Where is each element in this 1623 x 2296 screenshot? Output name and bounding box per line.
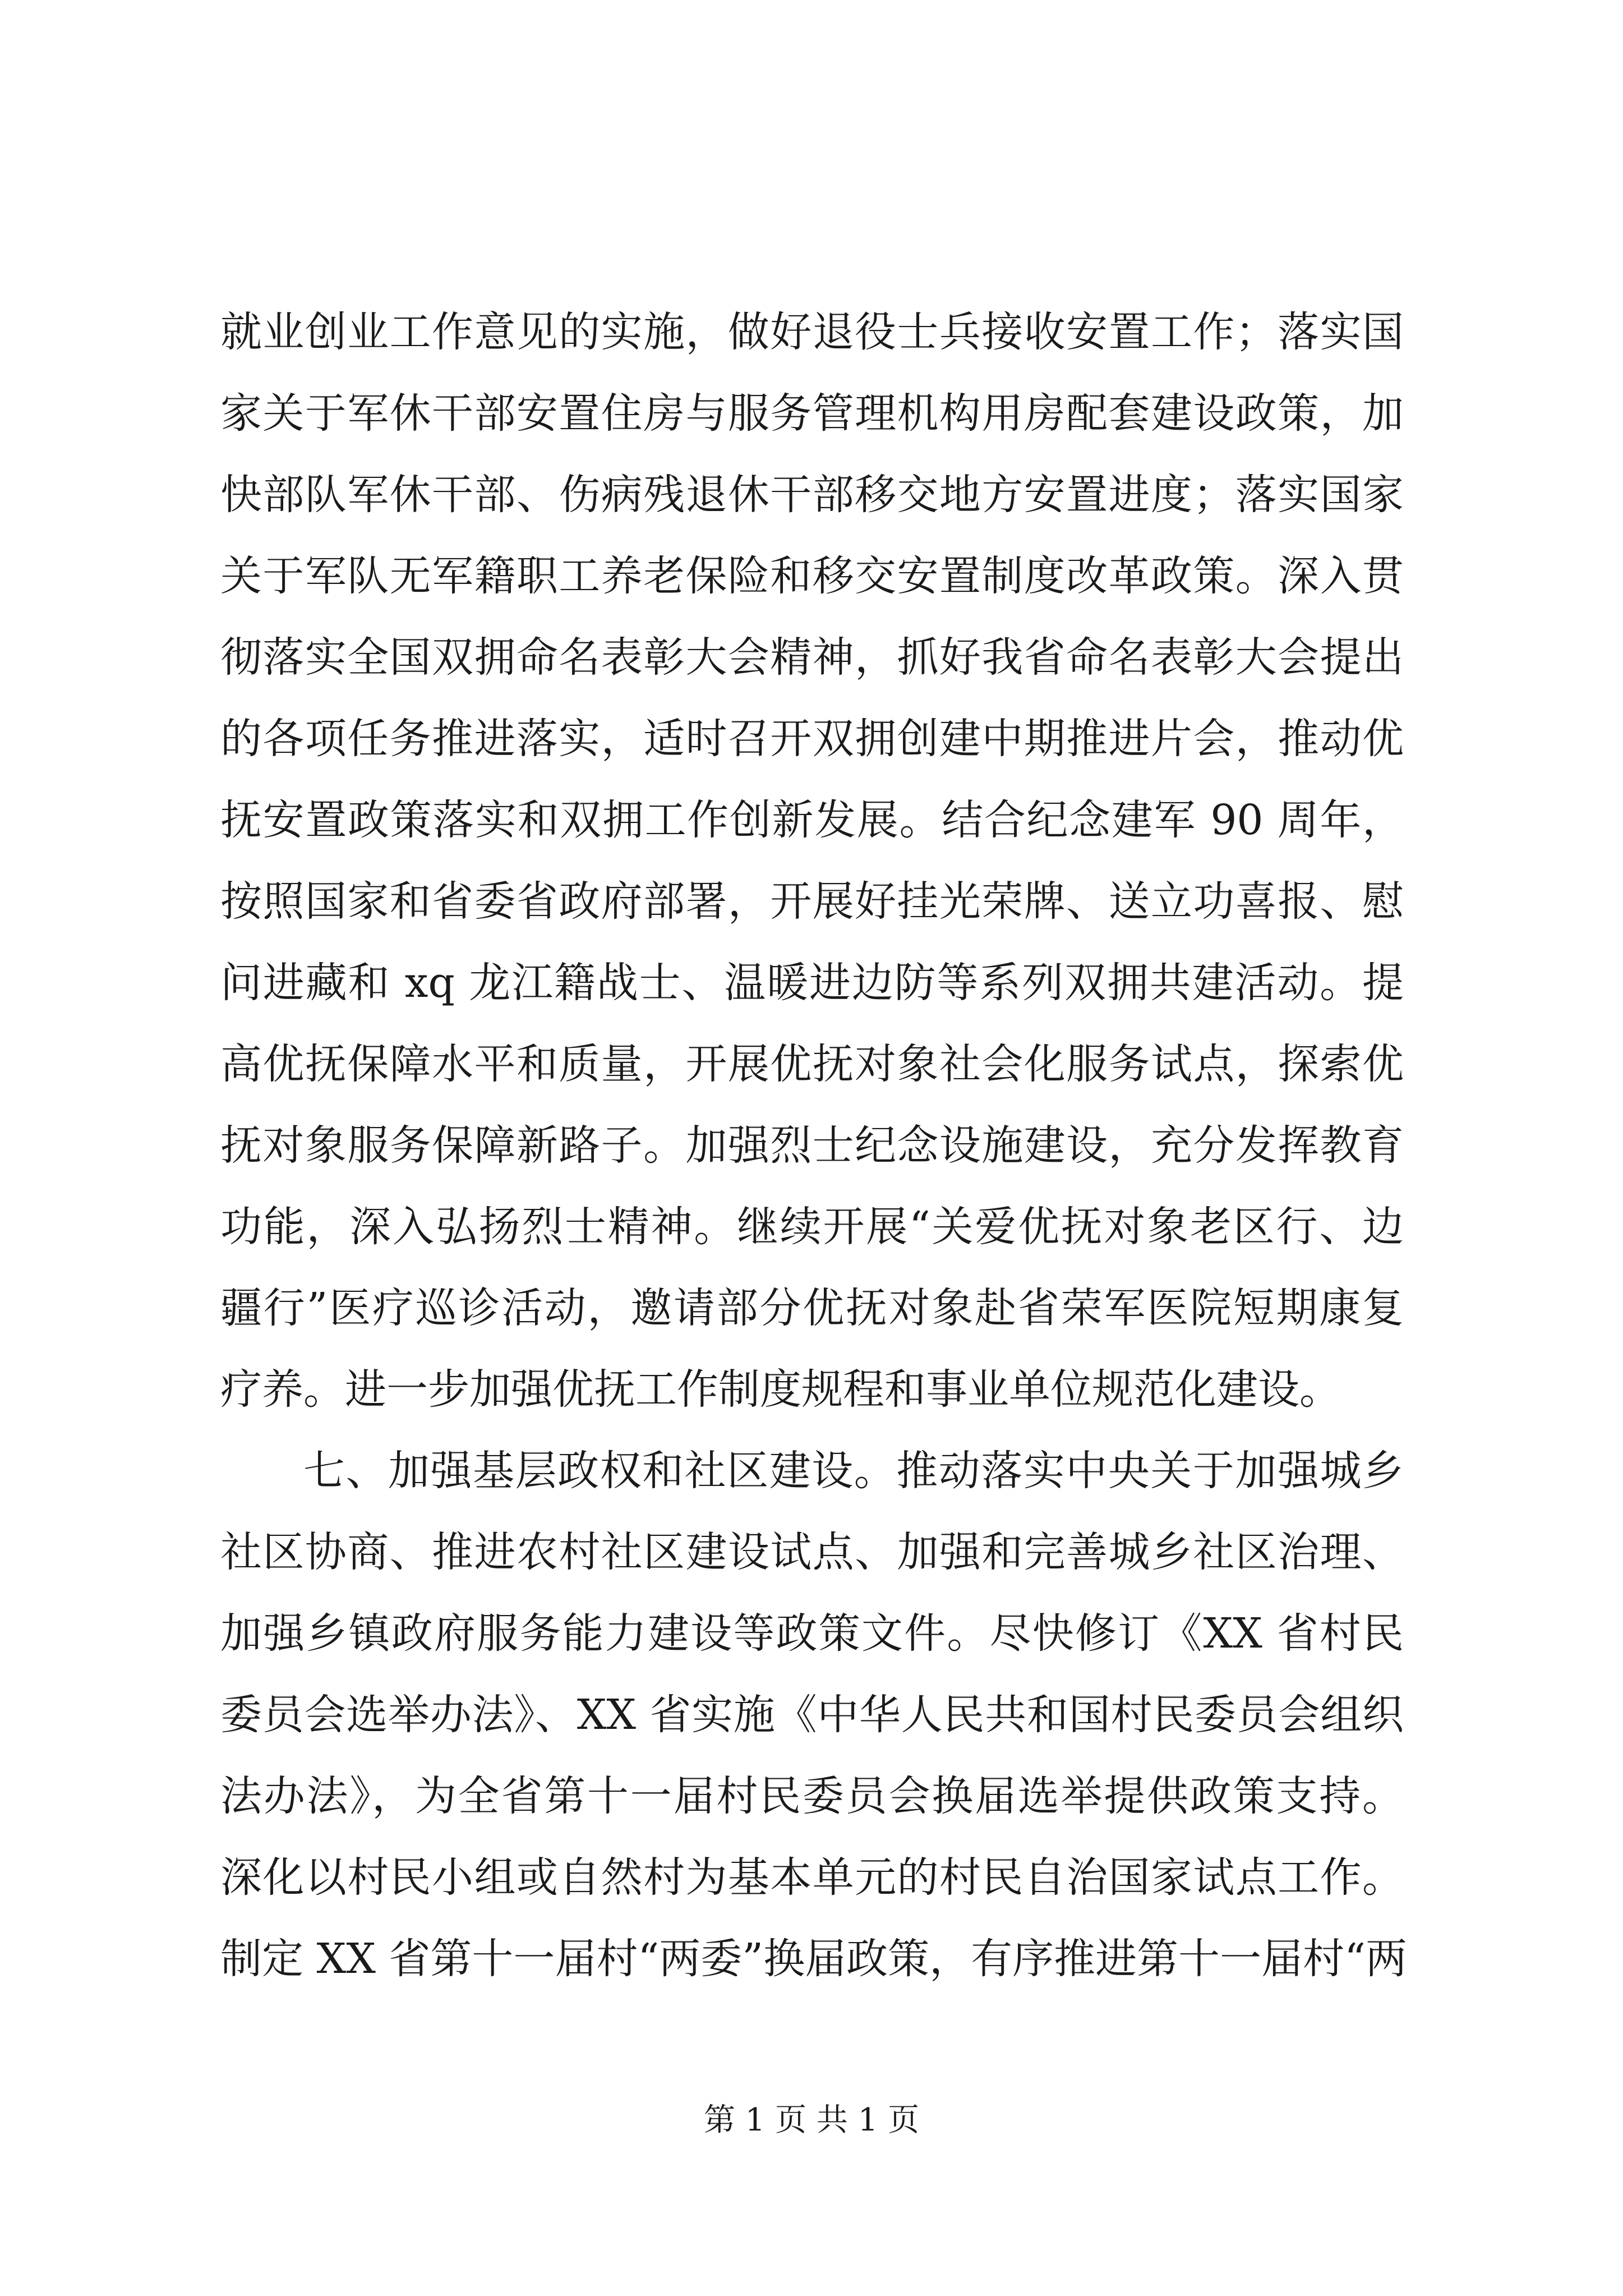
text-line: 社区协商、推进农村社区建设试点、加强和完善城乡社区治理、 (220, 1528, 1404, 1576)
page-number: 第 1 页 共 1 页 (703, 2102, 920, 2138)
text-line: 按照国家和省委省政府部署，开展好挂光荣牌、送立功喜报、慰 (220, 877, 1404, 926)
text-line: 问进藏和 xq 龙江籍战士、温暖进边防等系列双拥共建活动。提 (220, 959, 1404, 1007)
text-line: 关于军队无军籍职工养老保险和移交安置制度改革政策。深入贯 (220, 552, 1404, 600)
text-line: 加强乡镇政府服务能力建设等政策文件。尽快修订《XX 省村民 (220, 1609, 1404, 1658)
text-line: 的各项任务推进落实，适时召开双拥创建中期推进片会，推动优 (220, 715, 1404, 763)
text-line: 抚对象服务保障新路子。加强烈士纪念设施建设，充分发挥教育 (220, 1121, 1404, 1170)
text-line: 法办法》，为全省第十一届村民委员会换届选举提供政策支持。 (220, 1772, 1404, 1820)
text-line: 高优抚保障水平和质量，开展优抚对象社会化服务试点，探索优 (220, 1040, 1404, 1088)
text-line: 就业创业工作意见的实施，做好退役士兵接收安置工作；落实国 (220, 308, 1404, 356)
text-line: 深化以村民小组或自然村为基本单元的村民自治国家试点工作。 (220, 1853, 1404, 1902)
page-footer (0, 2098, 1623, 2143)
text-line: 抚安置政策落实和双拥工作创新发展。结合纪念建军 90 周年， (220, 796, 1404, 844)
text-line: 制定 XX 省第十一届村“两委”换届政策，有序推进第十一届村“两 (220, 1935, 1407, 1983)
text-line: 功能，深入弘扬烈士精神。继续开展“关爱优抚对象老区行、边 (220, 1203, 1404, 1251)
section-heading-line: 七、加强基层政权和社区建设。推动落实中央关于加强城乡 (303, 1447, 1404, 1495)
text-line: 彻落实全国双拥命名表彰大会精神，抓好我省命名表彰大会提出 (220, 633, 1404, 682)
body-text (220, 292, 1407, 2000)
text-line: 家关于军休干部安置住房与服务管理机构用房配套建设政策，加 (220, 389, 1404, 438)
text-line: 疗养。进一步加强优抚工作制度规程和事业单位规范化建设。 (220, 1365, 1341, 1414)
text-line: 委员会选举办法》、XX 省实施《中华人民共和国村民委员会组织 (220, 1691, 1404, 1739)
text-line: 快部队军休干部、伤病残退休干部移交地方安置进度；落实国家 (220, 471, 1404, 519)
text-line: 疆行”医疗巡诊活动，邀请部分优抚对象赴省荣军医院短期康复 (220, 1284, 1404, 1332)
